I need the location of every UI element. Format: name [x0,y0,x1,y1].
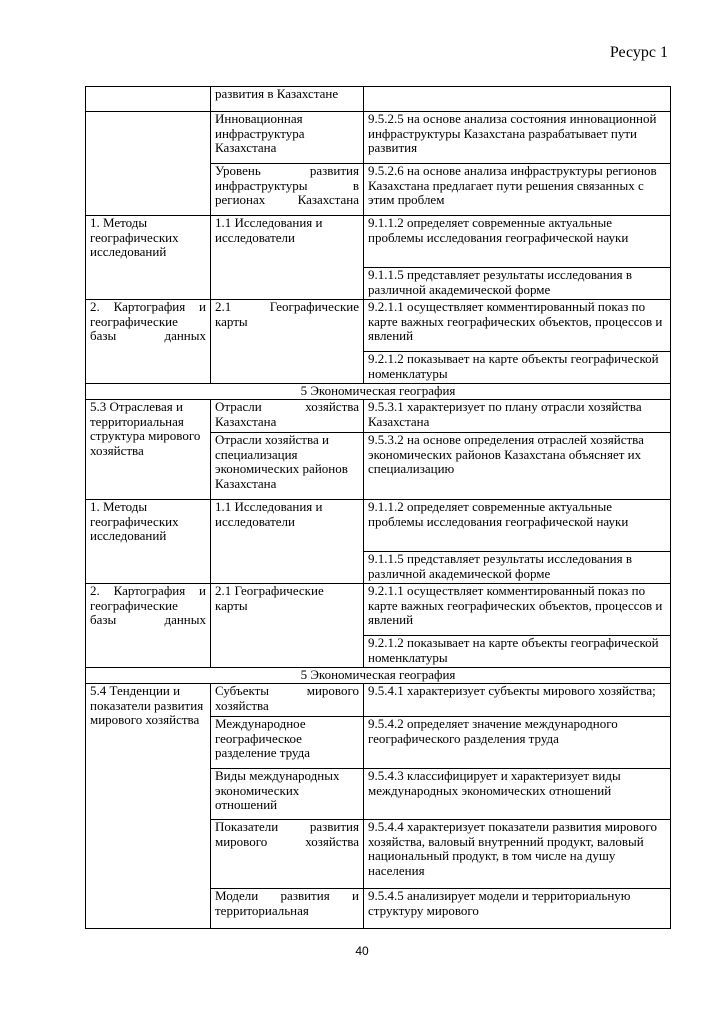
section-row [86,668,671,684]
cell-section: 5.4 Тенденции и показатели развития мирового хозяйства [86,684,211,929]
cell-topic: Отрасли хозяйства Казахстана [211,400,364,433]
cell-objective: 9.1.1.2 определяет современные актуальные проблемы исследования географической науки [364,500,671,552]
cell-objective: 9.5.4.1 характеризует субъекты мирового хозяйства; [364,684,671,717]
cell-objective: 9.2.1.2 показывает на карте объекты географической номенклатуры [364,636,671,668]
cell-topic: развития в Казахстане [211,87,364,112]
cell-topic: Виды международных экономических отношений [211,769,364,820]
cell-section: 2. Картография и географические базы данных [86,584,211,668]
table-row [86,87,671,112]
cell-topic: Инновационная инфраструктура Казахстана [211,112,364,164]
cell-objective: 9.2.1.1 осуществляет комментированный показ по карте важных географических объектов, процессов и явлений [364,584,671,636]
table-row [86,400,671,433]
cell-topic: 1.1 Исследования и исследователи [211,500,364,584]
section-row [86,384,671,400]
cell-objective: 9.2.1.1 осуществляет комментированный показ по карте важных географических объектов, процессов и явлений [364,300,671,352]
cell-objective: 9.5.3.2 на основе определения отраслей хозяйства экономических районов Казахстана объясняет их специализацию [364,433,671,500]
table-row [86,584,671,636]
section-heading: 5 Экономическая география [86,384,671,400]
cell-objective: 9.5.4.4 характеризует показатели развития мирового хозяйства, валовый внутренний продукт, валовый национальный продукт, в том числе на душу населения [364,820,671,889]
cell-objective: 9.1.1.2 определяет современные актуальные проблемы исследования географической науки [364,216,671,268]
cell-topic: Модели развития и территориальная [211,889,364,929]
table-row [86,684,671,717]
cell-objective: 9.5.4.5 анализирует модели и территориальную структуру мирового [364,889,671,929]
page-number: 40 [355,944,369,958]
cell-empty [86,112,211,216]
cell-topic: Субъекты мирового хозяйства [211,684,364,717]
cell-objective: 9.5.3.1 характеризует по плану отрасли хозяйства Казахстана [364,400,671,433]
cell-objective: 9.5.4.3 классифицирует и характеризует виды международных экономических отношений [364,769,671,820]
cell-objective: 9.1.1.5 представляет результаты исследования в различной академической форме [364,268,671,300]
cell-section: 1. Методы географических исследований [86,216,211,300]
cell-empty [86,87,211,112]
cell-objective: 9.5.2.6 на основе анализа инфраструктуры регионов Казахстана предлагает пути решения связанных с этим проблем [364,164,671,216]
cell-objective: 9.2.1.2 показывает на карте объекты географической номенклатуры [364,352,671,384]
cell-topic: 2.1 Географические карты [211,300,364,384]
cell-topic: Международное географическое разделение труда [211,717,364,769]
cell-section: 2. Картография и географические базы данных [86,300,211,384]
table-row [86,500,671,552]
cell-topic: 1.1 Исследования и исследователи [211,216,364,300]
section-heading: 5 Экономическая география [86,668,671,684]
cell-topic: Отрасли хозяйства и специализация экономических районов Казахстана [211,433,364,500]
cell-topic: Уровень развития инфраструктуры в регионах Казахстана [211,164,364,216]
cell-section: 5.3 Отраслевая и территориальная структура мирового хозяйства [86,400,211,500]
resource-label: Ресурс 1 [609,44,668,61]
curriculum-table [85,86,671,929]
cell-objective: 9.1.1.5 представляет результаты исследования в различной академической форме [364,552,671,584]
cell-section: 1. Методы географических исследований [86,500,211,584]
table-row [86,216,671,268]
table-row [86,300,671,352]
cell-topic: Показатели развития мирового хозяйства [211,820,364,889]
cell-objective [364,87,671,112]
cell-topic: 2.1 Географические карты [211,584,364,668]
cell-objective: 9.5.2.5 на основе анализа состояния инновационной инфраструктуры Казахстана разрабатывает пути развития [364,112,671,164]
table-row [86,112,671,164]
cell-objective: 9.5.4.2 определяет значение международного географического разделения труда [364,717,671,769]
